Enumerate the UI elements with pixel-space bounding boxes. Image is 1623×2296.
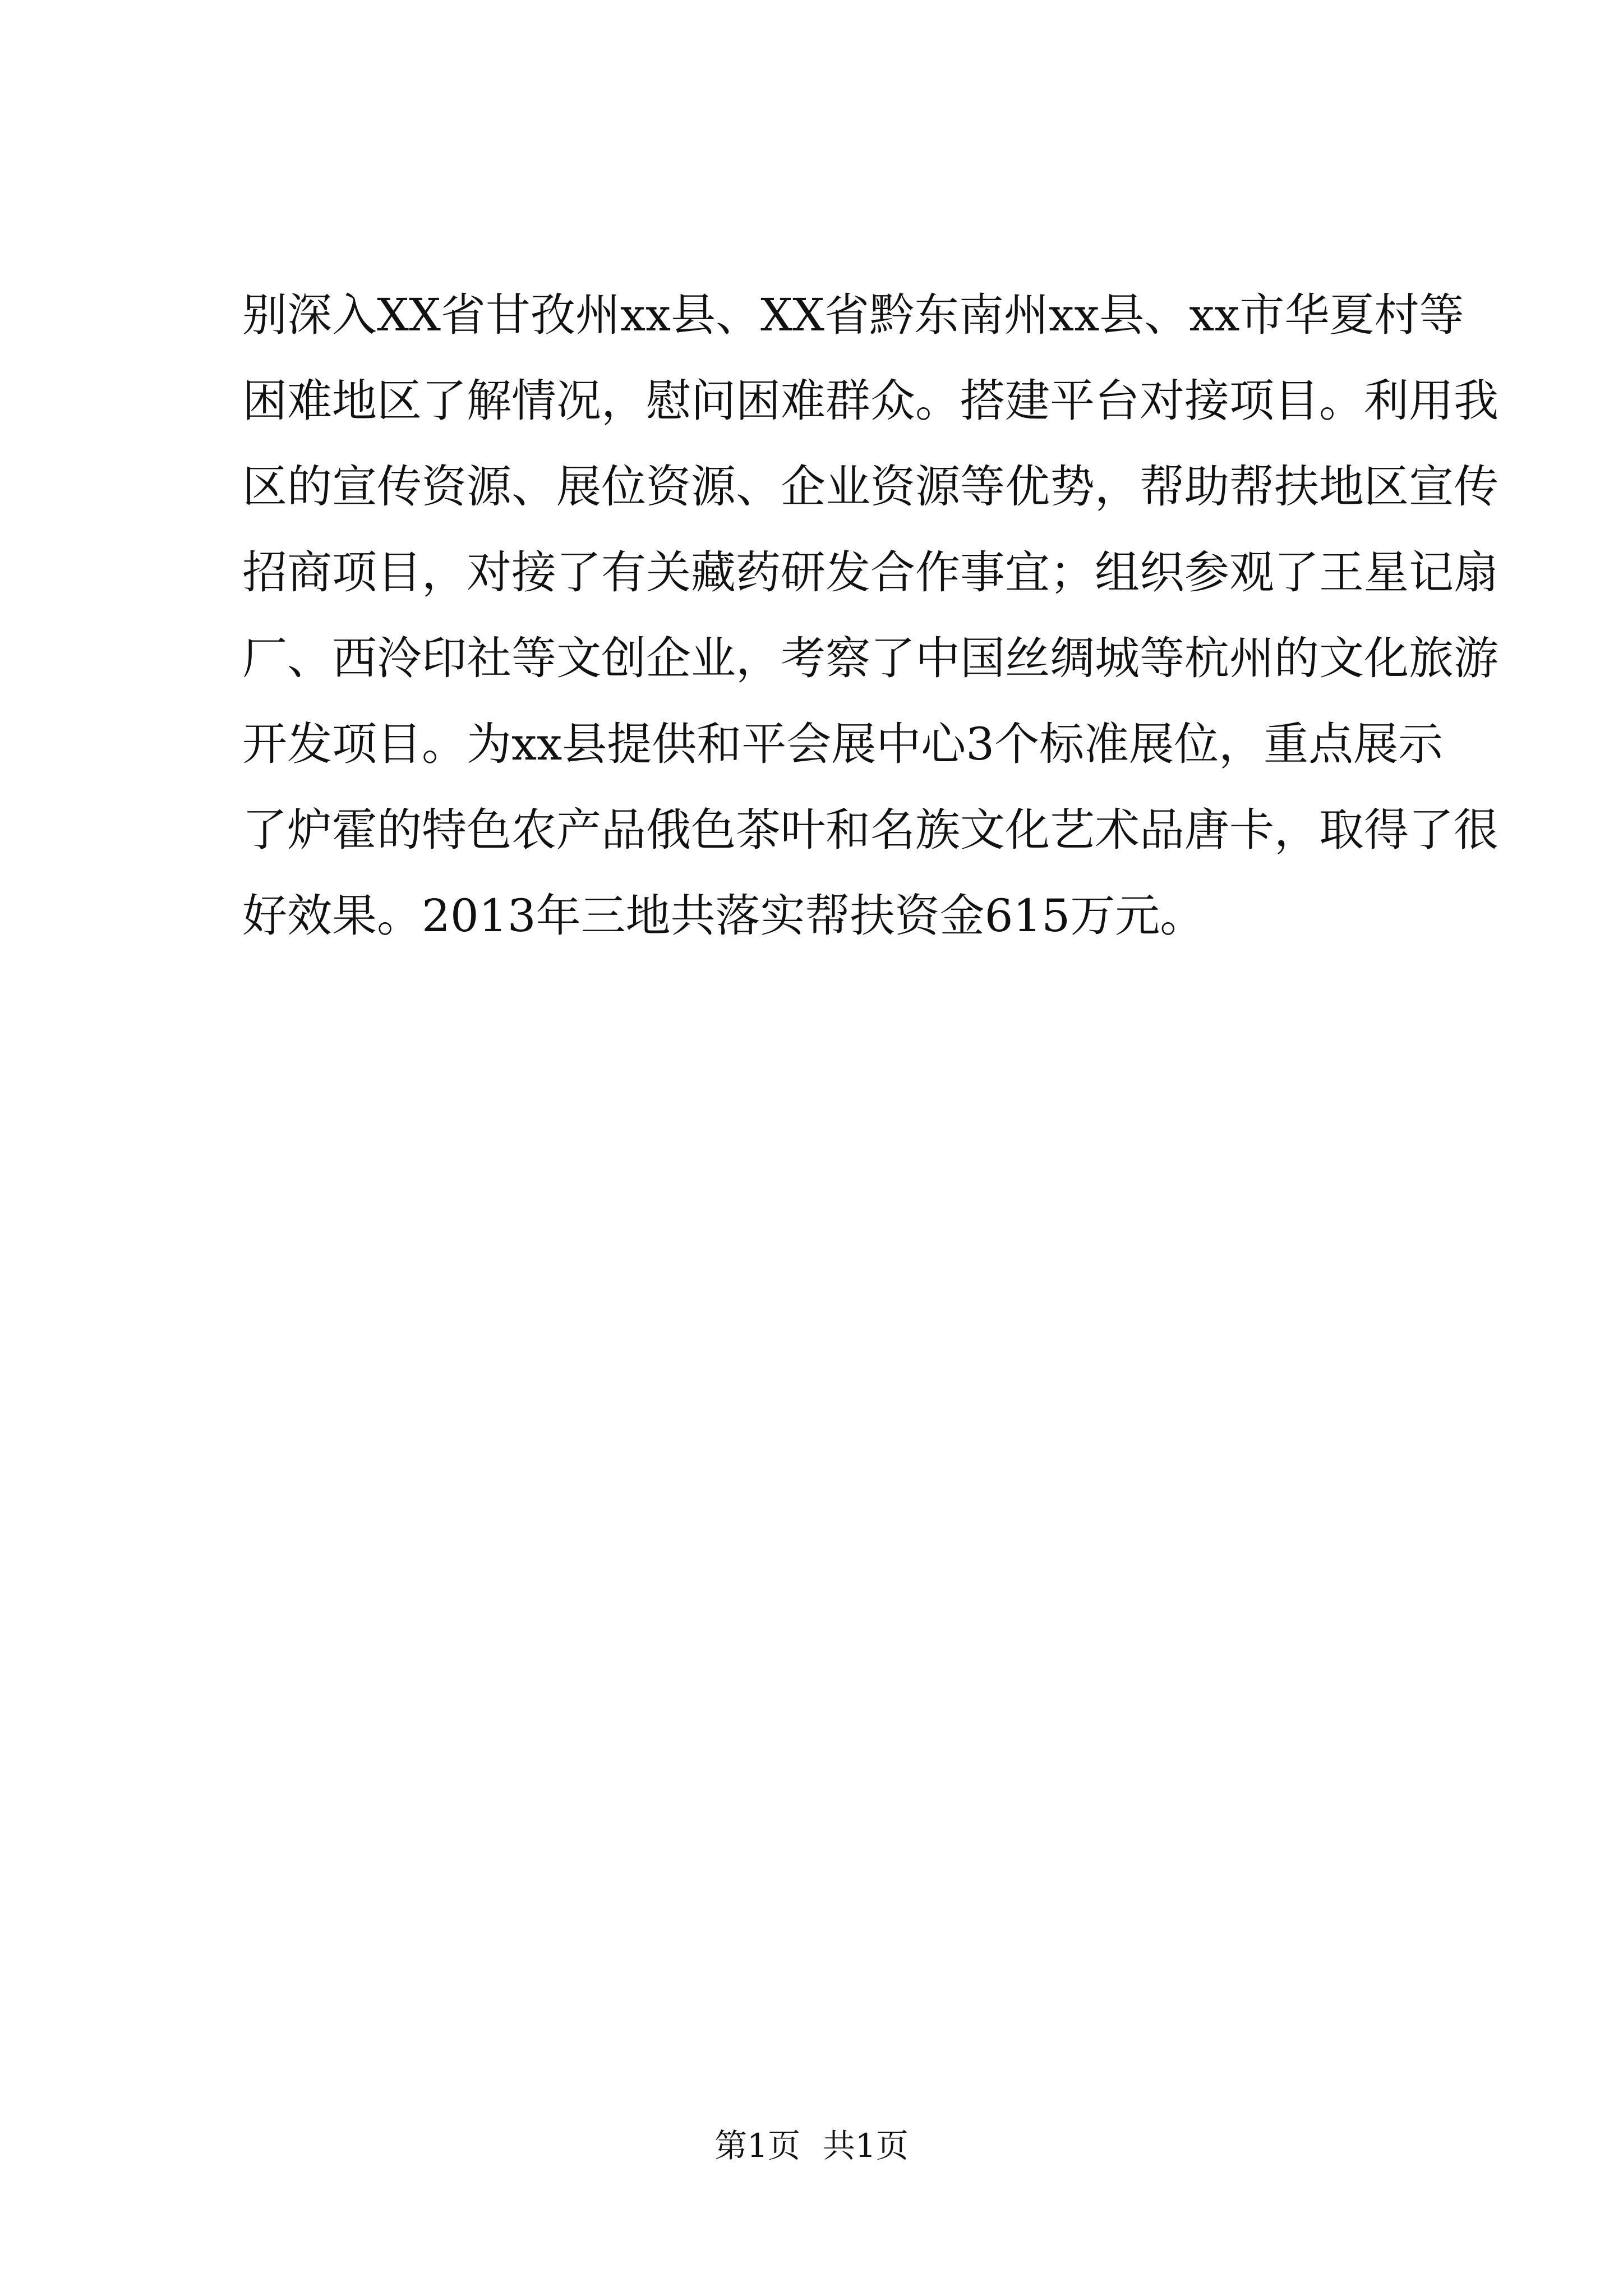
page-footer: [0, 2123, 1623, 2168]
body-paragraph: [242, 272, 1498, 959]
paragraph-line: 了炉霍的特色农产品俄色茶叶和名族文化艺术品唐卡，取得了很: [242, 804, 1498, 856]
paragraph-line: 区的宣传资源、展位资源、企业资源等优势，帮助帮扶地区宣传: [242, 461, 1498, 513]
page-number-total: 共1页: [823, 2127, 909, 2165]
paragraph-line: 别深入XX省甘孜州xx县、XX省黔东南州xx县、xx市华夏村等: [242, 289, 1464, 341]
page-number-current: 第1页: [714, 2127, 800, 2165]
paragraph-line: 招商项目，对接了有关藏药研发合作事宜；组织参观了王星记扇: [242, 546, 1498, 599]
paragraph-line: 好效果。2013年三地共落实帮扶资金615万元。: [242, 890, 1205, 942]
paragraph-line: 开发项目。为xx县提供和平会展中心3个标准展位，重点展示: [242, 718, 1444, 770]
paragraph-line: 厂、西泠印社等文创企业，考察了中国丝绸城等杭州的文化旅游: [242, 632, 1498, 684]
paragraph-line: 困难地区了解情况，慰问困难群众。搭建平台对接项目。利用我: [242, 375, 1498, 427]
